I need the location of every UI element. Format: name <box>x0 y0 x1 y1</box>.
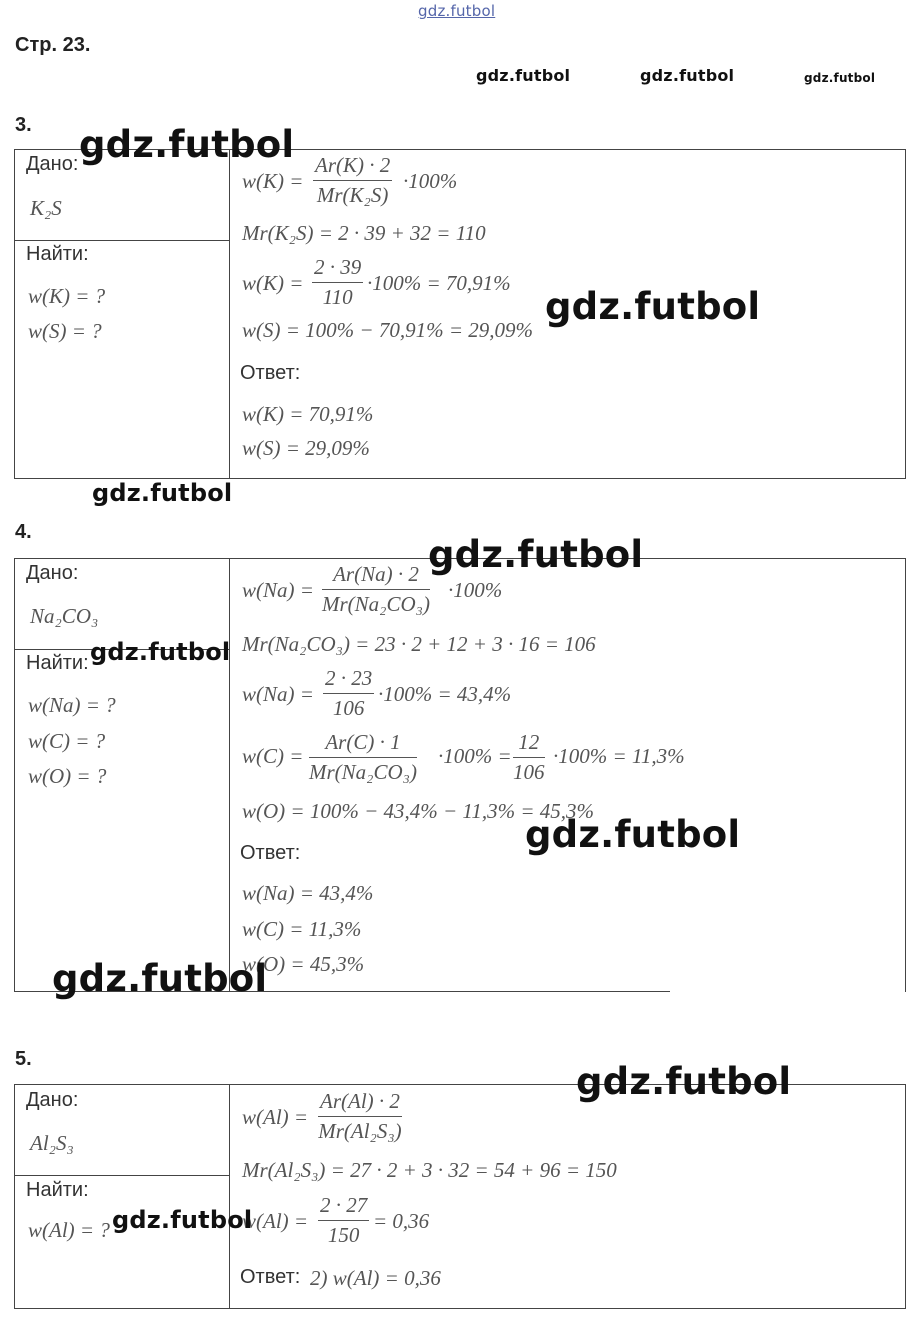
answer-line: w(O) = 45,3% <box>242 952 365 976</box>
given-formula: Na₂CO₃ <box>30 604 99 628</box>
task-number: 3. <box>15 114 32 136</box>
find-item: w(Na) = ? <box>28 693 116 717</box>
fraction-numerator: Ar(C) · 1 <box>309 730 417 758</box>
fraction-numerator: 2 · 39 <box>312 255 363 283</box>
equation-lhs: w(C) = <box>242 744 304 768</box>
fraction <box>309 730 417 785</box>
task4-table <box>14 558 906 992</box>
equation-tail: ·100% = 43,4% <box>378 682 512 706</box>
page-title: Стр. 23. <box>15 34 91 56</box>
find-item: w(K) = ? <box>28 284 106 308</box>
fraction <box>318 1193 369 1248</box>
equation-lhs: w(Al) = <box>242 1209 309 1233</box>
watermark: gdz.futbol <box>525 813 741 856</box>
equation-mid: ·100% = <box>438 744 512 768</box>
watermark: gdz.futbol <box>90 638 231 666</box>
table-divider <box>14 240 230 241</box>
watermark-top[interactable]: gdz.futbol <box>418 2 496 20</box>
fraction <box>322 562 430 617</box>
watermark: gdz.futbol <box>52 957 268 1000</box>
equation-tail: = 0,36 <box>373 1209 430 1233</box>
task-number: 4. <box>15 521 32 543</box>
task5-table <box>14 1084 906 1309</box>
fraction <box>323 666 374 721</box>
answer-label: Ответ: <box>240 362 301 384</box>
answer-line: 2) w(Al) = 0,36 <box>310 1266 441 1290</box>
find-item: w(S) = ? <box>28 319 102 343</box>
table-divider <box>229 149 230 479</box>
equation-lhs: w(Na) = <box>242 682 314 706</box>
equation-line: Mr(K₂S) = 2 · 39 + 32 = 110 <box>242 221 486 245</box>
fraction-denominator: 150 <box>327 1223 360 1247</box>
fraction <box>318 1089 402 1144</box>
watermark: gdz.futbol <box>476 66 571 85</box>
equation-tail: ·100% = 70,91% <box>367 271 511 295</box>
fraction-numerator: 12 <box>513 730 545 758</box>
equation-lhs: w(K) = <box>242 271 304 295</box>
equation-lhs: w(Na) = <box>242 578 314 602</box>
find-item: w(C) = ? <box>28 729 106 753</box>
given-formula: Al₂S₃ <box>30 1131 74 1155</box>
watermark: gdz.futbol <box>545 285 761 328</box>
watermark: gdz.futbol <box>804 71 876 85</box>
task-number: 5. <box>15 1048 32 1070</box>
find-label: Найти: <box>26 1179 89 1201</box>
equation-tail: ·100% <box>448 578 503 602</box>
watermark: gdz.futbol <box>112 1206 253 1234</box>
equation-line: Mr(Na₂CO₃) = 23 · 2 + 12 + 3 · 16 = 106 <box>242 632 596 656</box>
given-label: Дано: <box>26 562 79 584</box>
given-label: Дано: <box>26 1089 79 1111</box>
equation-line: w(S) = 100% − 70,91% = 29,09% <box>242 318 533 342</box>
fraction <box>312 255 363 310</box>
fraction-denominator: 110 <box>322 285 353 309</box>
equation-lhs: w(Al) = <box>242 1105 309 1129</box>
table-divider <box>14 1175 230 1176</box>
fraction <box>513 730 545 785</box>
fraction-numerator: 2 · 27 <box>318 1193 369 1221</box>
answer-line: w(S) = 29,09% <box>242 436 370 460</box>
fraction-numerator: 2 · 23 <box>323 666 374 694</box>
watermark: gdz.futbol <box>428 533 644 576</box>
watermark: gdz.futbol <box>79 123 295 166</box>
task3-table <box>14 149 906 479</box>
table-divider <box>229 1084 230 1309</box>
find-label: Найти: <box>26 652 89 674</box>
fraction-denominator: 106 <box>513 760 545 784</box>
answer-line: w(K) = 70,91% <box>242 402 374 426</box>
answer-line: w(C) = 11,3% <box>242 917 362 941</box>
equation-tail: ·100% = 11,3% <box>553 744 685 768</box>
watermark: gdz.futbol <box>576 1060 792 1103</box>
find-item: w(Al) = ? <box>28 1218 110 1242</box>
equation-tail: ·100% <box>403 169 458 193</box>
answer-label: Ответ: <box>240 842 301 864</box>
watermark: gdz.futbol <box>640 66 735 85</box>
find-label: Найти: <box>26 243 89 265</box>
fraction-denominator: Mr(K₂S) <box>316 183 389 207</box>
fraction-numerator: Ar(Al) · 2 <box>318 1089 402 1117</box>
answer-label: Ответ: <box>240 1266 301 1288</box>
given-formula: K₂S <box>30 196 62 220</box>
equation-lhs: w(K) = <box>242 169 304 193</box>
fraction <box>313 153 392 208</box>
answer-line: w(Na) = 43,4% <box>242 881 374 905</box>
fraction-denominator: Mr(Na₂CO₃) <box>309 760 417 784</box>
equation-line: Mr(Al₂S₃) = 27 · 2 + 3 · 32 = 54 + 96 = 150 <box>242 1158 617 1182</box>
table-divider <box>229 558 230 992</box>
find-item: w(O) = ? <box>28 764 107 788</box>
fraction-denominator: 106 <box>332 696 365 720</box>
equation-line: w(O) = 100% − 43,4% − 11,3% = 45,3% <box>242 799 595 823</box>
fraction-numerator: Ar(K) · 2 <box>313 153 392 181</box>
fraction-numerator: Ar(Na) · 2 <box>322 562 430 590</box>
watermark: gdz.futbol <box>92 479 233 507</box>
given-label: Дано: <box>26 153 79 175</box>
fraction-denominator: Mr(Al₂S₃) <box>318 1119 402 1143</box>
fraction-denominator: Mr(Na₂CO₃) <box>322 592 430 616</box>
